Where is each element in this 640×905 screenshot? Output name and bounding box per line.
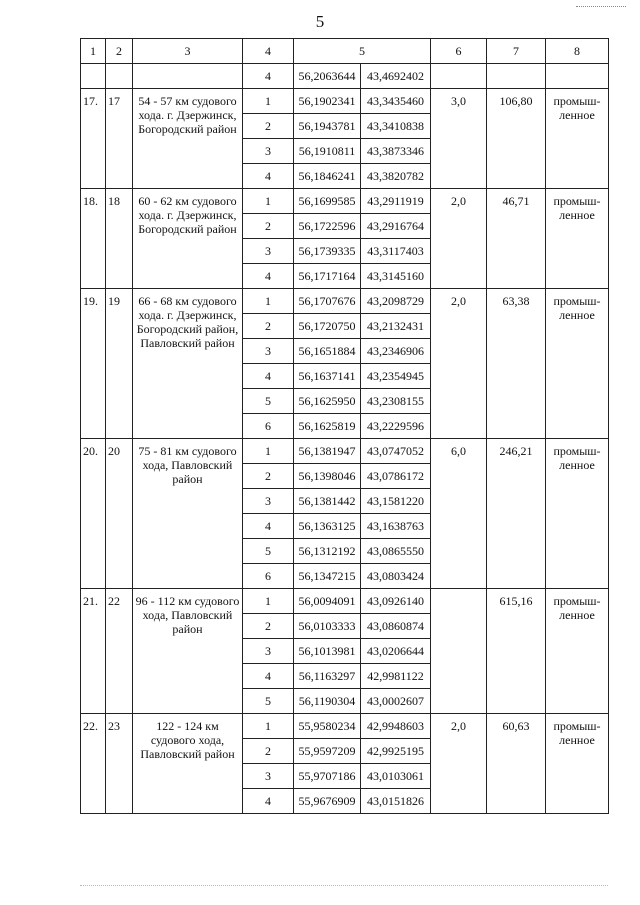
page-number: 5: [315, 12, 325, 31]
point-number: 3: [243, 139, 294, 164]
location-cell: 96 - 112 км судового хода, Павловский район: [133, 589, 243, 714]
purpose-cell: промыш- ленное: [546, 89, 609, 189]
latitude-cell: 55,9580234: [294, 714, 361, 739]
area-cell: 106,80: [487, 89, 546, 189]
point-number: 1: [243, 714, 294, 739]
longitude-cell: 43,3435460: [361, 89, 431, 114]
section-number-cell: 22: [106, 589, 133, 714]
point-number: 3: [243, 639, 294, 664]
point-number: 2: [243, 314, 294, 339]
latitude-cell: 56,1720750: [294, 314, 361, 339]
longitude-cell: 43,0786172: [361, 464, 431, 489]
point-number: 1: [243, 589, 294, 614]
latitude-cell: 56,1347215: [294, 564, 361, 589]
location-cell: 54 - 57 км судового хода. г. Дзержинск, Богородский район: [133, 89, 243, 189]
row-index-cell: 18.: [81, 189, 106, 289]
point-number: 2: [243, 114, 294, 139]
depth-cell: 6,0: [431, 439, 487, 589]
longitude-cell: 43,3820782: [361, 164, 431, 189]
table-body: [81, 39, 609, 814]
latitude-cell: 56,1190304: [294, 689, 361, 714]
longitude-cell: 43,4692402: [361, 64, 431, 89]
latitude-cell: 56,1707676: [294, 289, 361, 314]
longitude-cell: 43,0747052: [361, 439, 431, 464]
longitude-cell: 43,0860874: [361, 614, 431, 639]
latitude-cell: 56,0094091: [294, 589, 361, 614]
purpose-cell: промыш- ленное: [546, 589, 609, 714]
point-number: 5: [243, 689, 294, 714]
bottom-dotted-line: [80, 885, 608, 887]
latitude-cell: 56,1722596: [294, 214, 361, 239]
purpose-cell: промыш- ленное: [546, 289, 609, 439]
point-number: 3: [243, 239, 294, 264]
row-index-cell: 22.: [81, 714, 106, 814]
longitude-cell: 43,0865550: [361, 539, 431, 564]
longitude-cell: 43,0926140: [361, 589, 431, 614]
header-cell-8: 8: [546, 39, 609, 64]
point-number: 4: [243, 664, 294, 689]
header-cell-4: 4: [243, 39, 294, 64]
section-number-cell: 20: [106, 439, 133, 589]
longitude-cell: 43,3117403: [361, 239, 431, 264]
table-row: [81, 189, 609, 214]
point-number: 5: [243, 539, 294, 564]
point-number: 4: [243, 789, 294, 814]
point-number: 2: [243, 214, 294, 239]
longitude-cell: 42,9981122: [361, 664, 431, 689]
coordinates-table: [80, 38, 609, 814]
longitude-cell: 43,0206644: [361, 639, 431, 664]
depth-cell: 2,0: [431, 189, 487, 289]
continuation-row: [81, 64, 609, 89]
table-row: [81, 439, 609, 464]
table-row: [81, 89, 609, 114]
longitude-cell: 43,3873346: [361, 139, 431, 164]
point-number: 6: [243, 564, 294, 589]
depth-cell: 2,0: [431, 289, 487, 439]
longitude-cell: 43,2308155: [361, 389, 431, 414]
latitude-cell: 56,1739335: [294, 239, 361, 264]
longitude-cell: 43,1581220: [361, 489, 431, 514]
section-number-cell: 17: [106, 89, 133, 189]
point-number: 4: [243, 514, 294, 539]
point-number: 1: [243, 89, 294, 114]
area-cell: 63,38: [487, 289, 546, 439]
longitude-cell: 43,0002607: [361, 689, 431, 714]
longitude-cell: 43,3145160: [361, 264, 431, 289]
header-cell-2: 2: [106, 39, 133, 64]
location-cell: 122 - 124 км судового хода, Павловский район: [133, 714, 243, 814]
empty-cell: [431, 64, 487, 89]
latitude-cell: 56,1699585: [294, 189, 361, 214]
point-number: 2: [243, 739, 294, 764]
latitude-cell: 56,1363125: [294, 514, 361, 539]
latitude-cell: 55,9676909: [294, 789, 361, 814]
latitude-cell: 56,1381442: [294, 489, 361, 514]
longitude-cell: 42,9925195: [361, 739, 431, 764]
latitude-cell: 56,1910811: [294, 139, 361, 164]
latitude-cell: 56,1637141: [294, 364, 361, 389]
depth-cell: 2,0: [431, 714, 487, 814]
location-cell: 60 - 62 км судового хода. г. Дзержинск, Богородский район: [133, 189, 243, 289]
longitude-cell: 43,2132431: [361, 314, 431, 339]
point-number: 2: [243, 614, 294, 639]
header-row: [81, 39, 609, 64]
area-cell: 60,63: [487, 714, 546, 814]
table-row: [81, 589, 609, 614]
point-number: 4: [243, 64, 294, 89]
point-number: 4: [243, 364, 294, 389]
longitude-cell: 43,0803424: [361, 564, 431, 589]
header-cell-6: 6: [431, 39, 487, 64]
latitude-cell: 56,0103333: [294, 614, 361, 639]
header-cell-5: 5: [294, 39, 431, 64]
table-row: [81, 289, 609, 314]
latitude-cell: 55,9597209: [294, 739, 361, 764]
point-number: 4: [243, 164, 294, 189]
purpose-cell: промыш- ленное: [546, 189, 609, 289]
longitude-cell: 43,0151826: [361, 789, 431, 814]
longitude-cell: 43,0103061: [361, 764, 431, 789]
latitude-cell: 56,1398046: [294, 464, 361, 489]
area-cell: 246,21: [487, 439, 546, 589]
area-cell: 615,16: [487, 589, 546, 714]
section-number-cell: 19: [106, 289, 133, 439]
table-row: [81, 714, 609, 739]
longitude-cell: 43,2354945: [361, 364, 431, 389]
header-cell-3: 3: [133, 39, 243, 64]
point-number: 3: [243, 339, 294, 364]
location-cell: 66 - 68 км судового хода. г. Дзержинск, Богородский район, Павловский район: [133, 289, 243, 439]
area-cell: 46,71: [487, 189, 546, 289]
point-number: 1: [243, 289, 294, 314]
latitude-cell: 56,1013981: [294, 639, 361, 664]
latitude-cell: 56,1625819: [294, 414, 361, 439]
point-number: 5: [243, 389, 294, 414]
longitude-cell: 43,2229596: [361, 414, 431, 439]
longitude-cell: 42,9948603: [361, 714, 431, 739]
location-cell: 75 - 81 км судового хода, Павловский район: [133, 439, 243, 589]
latitude-cell: 55,9707186: [294, 764, 361, 789]
longitude-cell: 43,2911919: [361, 189, 431, 214]
depth-cell: 3,0: [431, 89, 487, 189]
point-number: 2: [243, 464, 294, 489]
empty-cell: [106, 64, 133, 89]
longitude-cell: 43,2098729: [361, 289, 431, 314]
section-number-cell: 18: [106, 189, 133, 289]
empty-cell: [133, 64, 243, 89]
latitude-cell: 56,1902341: [294, 89, 361, 114]
longitude-cell: 43,2346906: [361, 339, 431, 364]
section-number-cell: 23: [106, 714, 133, 814]
row-index-cell: 19.: [81, 289, 106, 439]
empty-cell: [81, 64, 106, 89]
header-cell-1: 1: [81, 39, 106, 64]
point-number: 4: [243, 264, 294, 289]
latitude-cell: 56,1625950: [294, 389, 361, 414]
point-number: 6: [243, 414, 294, 439]
latitude-cell: 56,1717164: [294, 264, 361, 289]
longitude-cell: 43,1638763: [361, 514, 431, 539]
purpose-cell: промыш- ленное: [546, 714, 609, 814]
corner-mark: [576, 0, 626, 7]
longitude-cell: 43,3410838: [361, 114, 431, 139]
latitude-cell: 56,1651884: [294, 339, 361, 364]
latitude-cell: 56,1163297: [294, 664, 361, 689]
empty-cell: [546, 64, 609, 89]
latitude-cell: 56,1846241: [294, 164, 361, 189]
latitude-cell: 56,1381947: [294, 439, 361, 464]
header-cell-7: 7: [487, 39, 546, 64]
row-index-cell: 17.: [81, 89, 106, 189]
longitude-cell: 43,2916764: [361, 214, 431, 239]
point-number: 1: [243, 189, 294, 214]
point-number: 1: [243, 439, 294, 464]
row-index-cell: 20.: [81, 439, 106, 589]
latitude-cell: 56,1943781: [294, 114, 361, 139]
latitude-cell: 56,1312192: [294, 539, 361, 564]
latitude-cell: 56,2063644: [294, 64, 361, 89]
point-number: 3: [243, 764, 294, 789]
point-number: 3: [243, 489, 294, 514]
purpose-cell: промыш- ленное: [546, 439, 609, 589]
depth-cell: [431, 589, 487, 714]
row-index-cell: 21.: [81, 589, 106, 714]
empty-cell: [487, 64, 546, 89]
